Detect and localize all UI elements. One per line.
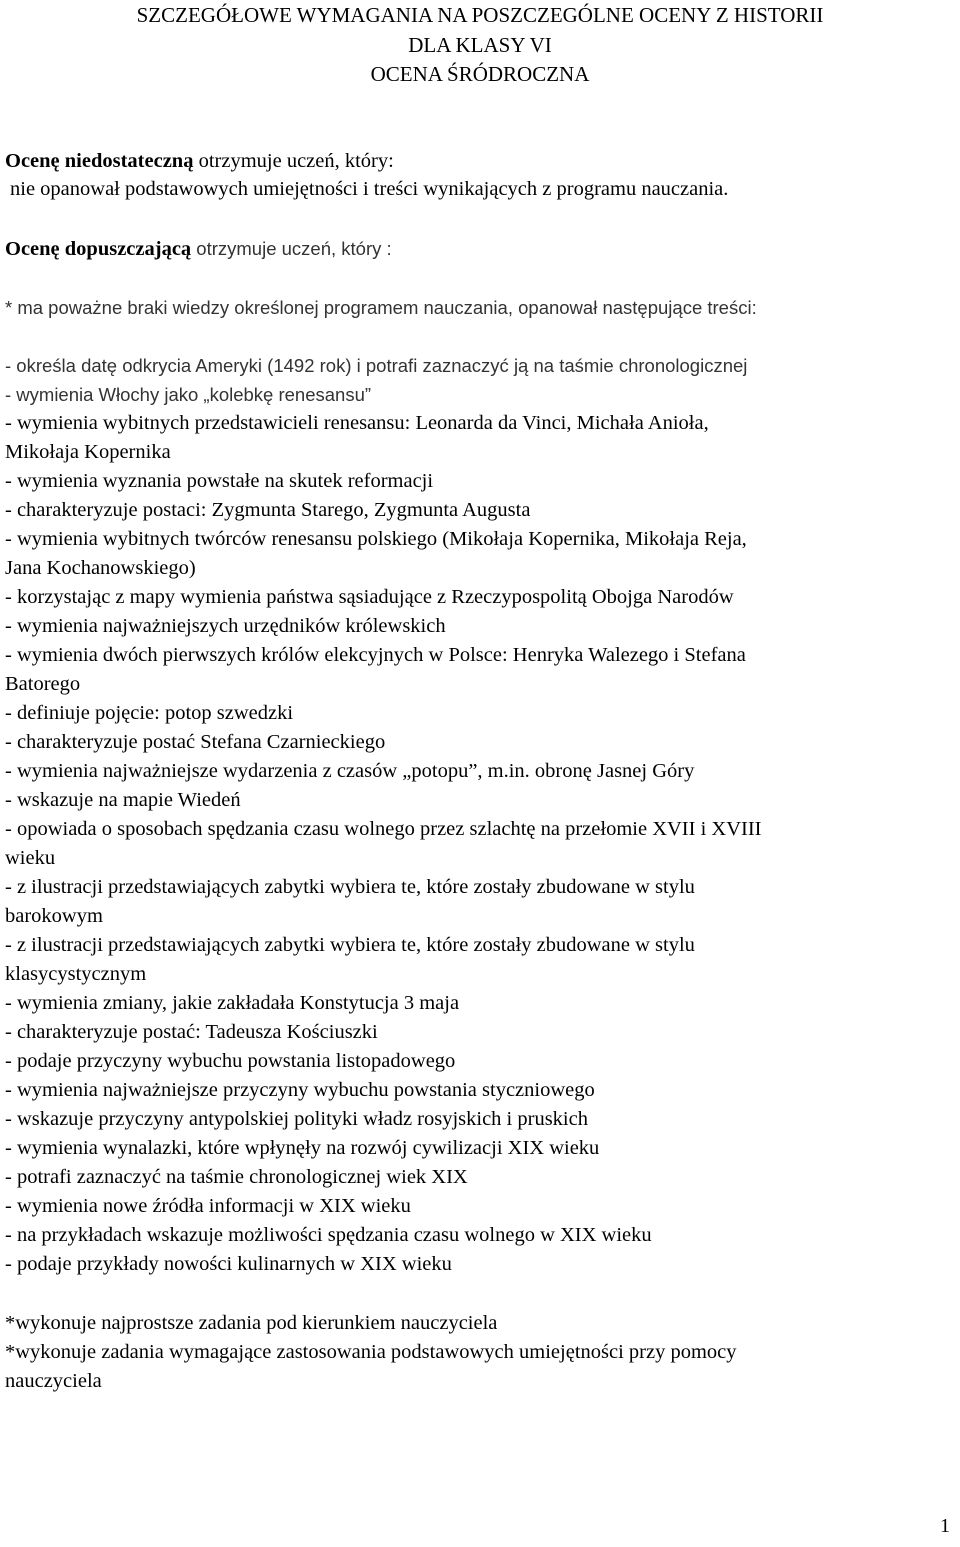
grade-dopuszczajaca-condition: otrzymuje uczeń, który :	[191, 238, 392, 259]
requirement-item: - na przykładach wskazuje możliwości spędzania czasu wolnego w XIX wieku	[5, 1224, 652, 1246]
requirement-item: - wymienia nowe źródła informacji w XIX wieku	[5, 1195, 411, 1217]
requirement-item: - wymienia najważniejsze przyczyny wybuchu powstania styczniowego	[5, 1079, 595, 1101]
document-title-line-2: DLA KLASY VI	[408, 33, 552, 57]
note-item: nauczyciela	[5, 1370, 102, 1392]
requirement-item: - wymienia zmiany, jakie zakładała Konstytucja 3 maja	[5, 992, 460, 1014]
note-item: *wykonuje najprostsze zadania pod kierunkiem nauczyciela	[5, 1312, 498, 1334]
requirement-item: - wymienia najważniejszych urzędników królewskich	[5, 615, 446, 637]
requirement-item: - wskazuje na mapie Wiedeń	[5, 789, 241, 811]
grade-niedostateczna-condition: otrzymuje uczeń, który:	[193, 150, 394, 172]
requirement-item: - wymienia wynalazki, które wpłynęły na rozwój cywilizacji XIX wieku	[5, 1137, 600, 1159]
requirement-item: - wymienia dwóch pierwszych królów elekcyjnych w Polsce: Henryka Walezego i Stefana	[5, 644, 746, 666]
requirement-item: - wymienia najważniejsze wydarzenia z czasów „potopu”, m.in. obronę Jasnej Góry	[5, 760, 695, 782]
requirement-item: - charakteryzuje postać Stefana Czarnieckiego	[5, 731, 386, 753]
requirement-item: barokowym	[5, 905, 103, 927]
note-item: *wykonuje zadania wymagające zastosowania podstawowych umiejętności przy pomocy	[5, 1341, 737, 1363]
document-title-line-3: OCENA ŚRÓDROCZNA	[370, 62, 590, 86]
page-number: 1	[940, 1515, 950, 1537]
grade-niedostateczna-text: nie opanował podstawowych umiejętności i treści wynikających z programu nauczania.	[10, 178, 729, 200]
requirement-item: Jana Kochanowskiego)	[5, 557, 196, 579]
document-title-line-1: SZCZEGÓŁOWE WYMAGANIA NA POSZCZEGÓLNE OCENY Z HISTORII	[136, 3, 824, 27]
grade-dopuszczajaca-intro: * ma poważne braki wiedzy określonej programem nauczania, opanował następujące treści:	[5, 297, 757, 318]
requirement-item: - korzystając z mapy wymienia państwa sąsiadujące z Rzeczypospolitą Obojga Narodów	[5, 586, 734, 608]
requirement-item: - z ilustracji przedstawiających zabytki wybiera te, które zostały zbudowane w stylu	[5, 934, 695, 956]
requirement-item: klasycystycznym	[5, 963, 147, 985]
requirement-item: - definiuje pojęcie: potop szwedzki	[5, 702, 294, 724]
requirement-item: - opowiada o sposobach spędzania czasu wolnego przez szlachtę na przełomie XVII i XVIII	[5, 818, 762, 840]
requirement-item: - z ilustracji przedstawiających zabytki wybiera te, które zostały zbudowane w stylu	[5, 876, 695, 898]
requirement-item: - wymienia wybitnych twórców renesansu polskiego (Mikołaja Kopernika, Mikołaja Reja,	[5, 528, 747, 550]
requirement-item: Batorego	[5, 673, 81, 695]
requirement-item: - wymienia Włochy jako „kolebkę renesansu”	[5, 384, 372, 405]
requirement-item: wieku	[5, 847, 56, 869]
requirement-item: - podaje przykłady nowości kulinarnych w XIX wieku	[5, 1253, 452, 1275]
requirement-item: - charakteryzuje postaci: Zygmunta Starego, Zygmunta Augusta	[5, 499, 531, 521]
requirement-item: - podaje przyczyny wybuchu powstania listopadowego	[5, 1050, 456, 1072]
grade-niedostateczna-name: Ocenę niedostateczną	[5, 150, 194, 172]
requirement-item: - wskazuje przyczyny antypolskiej polityki władz rosyjskich i pruskich	[5, 1108, 588, 1130]
requirement-item: - charakteryzuje postać: Tadeusza Kościuszki	[5, 1021, 378, 1043]
requirement-item: Mikołaja Kopernika	[5, 441, 171, 463]
requirement-item: - wymienia wyznania powstałe na skutek reformacji	[5, 470, 434, 492]
grade-dopuszczajaca-name: Ocenę dopuszczającą	[5, 238, 192, 260]
requirement-item: - wymienia wybitnych przedstawicieli renesansu: Leonarda da Vinci, Michała Anioła,	[5, 412, 709, 434]
grade-dopuszczajaca-heading	[5, 234, 392, 264]
requirement-item: - określa datę odkrycia Ameryki (1492 rok) i potrafi zaznaczyć ją na taśmie chronologicznej	[5, 355, 748, 376]
grade-niedostateczna-heading	[5, 147, 394, 176]
requirement-item: - potrafi zaznaczyć na taśmie chronologicznej wiek XIX	[5, 1166, 468, 1188]
